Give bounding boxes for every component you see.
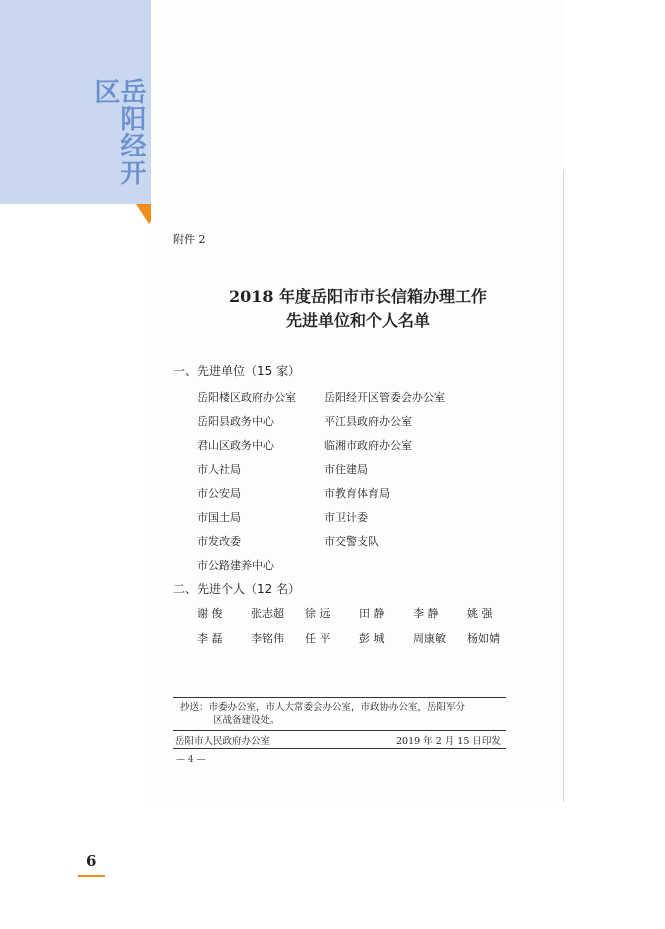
unit-item: 市住建局 xyxy=(324,463,368,476)
sheet-page-number: — 4 — xyxy=(176,755,206,765)
page-number-underline xyxy=(78,875,105,877)
person-name: 李铭伟 xyxy=(251,632,284,645)
divider-top xyxy=(173,697,506,698)
divider-bottom xyxy=(173,748,506,749)
person-name: 彭 城 xyxy=(359,632,385,645)
sheet-edge xyxy=(563,170,564,802)
document-title-line2: 先进单位和个人名单 xyxy=(285,311,430,330)
unit-item: 市卫计委 xyxy=(324,511,368,524)
person-name: 田 静 xyxy=(359,607,385,620)
person-name: 张志超 xyxy=(251,607,284,620)
unit-item: 市公安局 xyxy=(197,487,241,500)
unit-item: 市教育体育局 xyxy=(324,487,390,500)
attachment-label: 附件 2 xyxy=(173,233,206,246)
divider-middle xyxy=(173,730,506,731)
section-units-heading: 一、先进单位（15 家） xyxy=(173,364,301,378)
unit-item: 市交警支队 xyxy=(324,535,379,548)
person-name: 杨如婧 xyxy=(467,632,500,645)
person-name: 李 静 xyxy=(413,607,439,620)
unit-item: 岳阳县政务中心 xyxy=(197,415,274,428)
unit-item: 平江县政府办公室 xyxy=(324,415,412,428)
units-list xyxy=(197,386,484,578)
issuer: 岳阳市人民政府办公室 xyxy=(175,736,271,747)
unit-item: 市公路建养中心 xyxy=(197,559,274,572)
unit-item: 岳阳楼区政府办公室 xyxy=(197,391,296,404)
person-name: 姚 强 xyxy=(467,607,493,620)
side-tab xyxy=(0,0,151,204)
unit-item: 市国土局 xyxy=(197,511,241,524)
person-name: 李 磊 xyxy=(197,632,223,645)
unit-item: 市发改委 xyxy=(197,535,241,548)
issue-date: 2019 年 2 月 15 日印发 xyxy=(396,736,501,747)
page-number: 6 xyxy=(86,852,97,870)
brand-label: 岳阳经开区 xyxy=(90,78,146,186)
unit-item: 岳阳经开区管委会办公室 xyxy=(324,391,445,404)
copy-to-line1: 抄送：市委办公室，市人大常委会办公室，市政协办公室，岳阳军分 xyxy=(180,702,466,713)
person-name: 周康敏 xyxy=(413,632,446,645)
copy-to xyxy=(180,701,500,727)
copy-to-line2: 区战备建设处。 xyxy=(213,715,280,726)
unit-item: 临湘市政府办公室 xyxy=(324,439,412,452)
person-name: 徐 远 xyxy=(305,607,331,620)
unit-item: 君山区政务中心 xyxy=(197,439,274,452)
unit-item: 市人社局 xyxy=(197,463,241,476)
section-people-heading: 二、先进个人（12 名） xyxy=(173,582,301,596)
person-name: 谢 俊 xyxy=(197,607,223,620)
document-title-line1: 2018 年度岳阳市市长信箱办理工作 xyxy=(228,287,488,306)
people-list xyxy=(197,601,521,651)
person-name: 任 平 xyxy=(305,632,331,645)
